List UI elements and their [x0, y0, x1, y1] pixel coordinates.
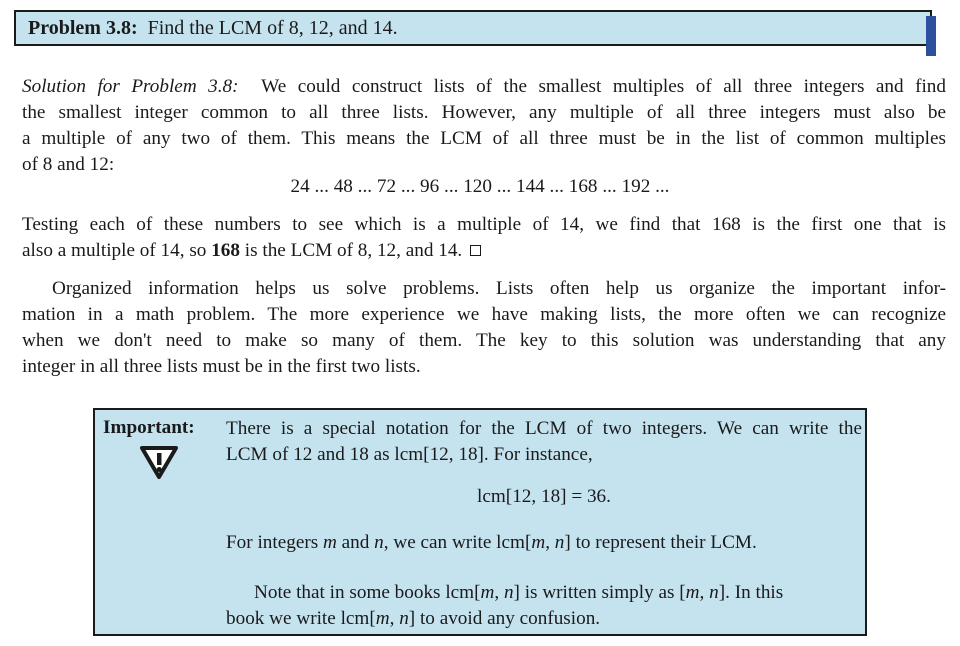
note1-var-n: n: [374, 532, 384, 553]
note2-mid: ] is written simply as [: [513, 582, 686, 603]
conclusion-line-1: Testing each of these numbers to see which is a multiple of 14, we find that 168 is the first one that is: [22, 214, 946, 235]
note2-pre: Note that in some books lcm[: [254, 582, 481, 603]
note1-var-m: m: [323, 532, 337, 553]
note2-var-m2: m: [685, 582, 700, 603]
important-label: Important:: [103, 417, 195, 438]
note2-post: ]. In this: [718, 582, 784, 603]
solution-line-2: the smallest integer common to all three lists. However, any multiple of all three integers must also be: [22, 102, 946, 123]
important-line-1: There is a special notation for the LCM of two integers. We can write the: [226, 418, 862, 439]
important-note-1: [226, 530, 862, 556]
note2b-var-n: n: [399, 608, 409, 629]
note2b-pre: book we write lcm[: [226, 608, 376, 629]
problem-statement: Find the LCM of 8, 12, and 14.: [147, 17, 398, 39]
solution-line-3: a multiple of any two of them. This means the LCM of all three must be in the list of common multiples: [22, 128, 946, 149]
problem-label: Problem 3.8:: [28, 17, 138, 39]
discussion-paragraph: [22, 276, 946, 380]
discussion-line-3: when we don't need to make so many of them. The key to this solution was understanding that any: [22, 330, 946, 351]
conclusion-post: is the LCM of 8, 12, and 14.: [244, 240, 463, 261]
note1-mid: and: [341, 532, 370, 553]
important-line-2: LCM of 12 and 18 as lcm[12, 18]. For instance,: [226, 444, 593, 465]
important-equation: lcm[12, 18] = 36.: [477, 486, 611, 507]
discussion-line-4: integer in all three lists must be in the first two lists.: [22, 356, 421, 377]
multiples-list: 24 ... 48 ... 72 ... 96 ... 120 ... 144 ... 168 ... 192 ...: [290, 176, 670, 197]
note2-comma2: ,: [699, 582, 710, 603]
solution-paragraph: [22, 74, 946, 178]
note2-var-n2: n: [709, 582, 719, 603]
chapter-tab-accent: [926, 16, 936, 56]
discussion-line-1: Organized information helps us solve problems. Lists often help us organize the important infor-: [52, 278, 946, 299]
note2-var-m: m: [480, 582, 495, 603]
solution-label: Solution for Problem 3.8:: [22, 76, 239, 97]
note1-post1: , we can write lcm[: [383, 532, 532, 553]
conclusion-answer: 168: [211, 240, 240, 261]
conclusion-paragraph: [22, 212, 946, 264]
note1-var-n2: n: [554, 532, 565, 553]
qed-square-icon: [470, 245, 481, 256]
note2-comma1: ,: [494, 582, 504, 603]
note1-pre: For integers: [226, 532, 319, 553]
problem-statement-box: [14, 10, 932, 46]
solution-line-1: We could construct lists of the smallest multiples of all three integers and find: [261, 76, 946, 97]
important-note-2: [226, 580, 862, 632]
conclusion-pre: also a multiple of 14, so: [22, 240, 207, 261]
solution-line-4: of 8 and 12:: [22, 154, 115, 175]
discussion-line-2: mation in a math problem. The more experience we have making lists, the more often we can recognize: [22, 304, 946, 325]
note1-comma: ,: [545, 532, 555, 553]
note2b-post: ] to avoid any confusion.: [408, 608, 601, 629]
important-callout-box: [93, 408, 867, 636]
note1-var-m2: m: [531, 532, 546, 553]
warning-icon: [139, 444, 179, 485]
note2b-var-m: m: [375, 608, 390, 629]
note2b-comma: ,: [389, 608, 400, 629]
note1-post2: ] to represent their LCM.: [564, 532, 757, 553]
note2-var-n: n: [503, 582, 514, 603]
